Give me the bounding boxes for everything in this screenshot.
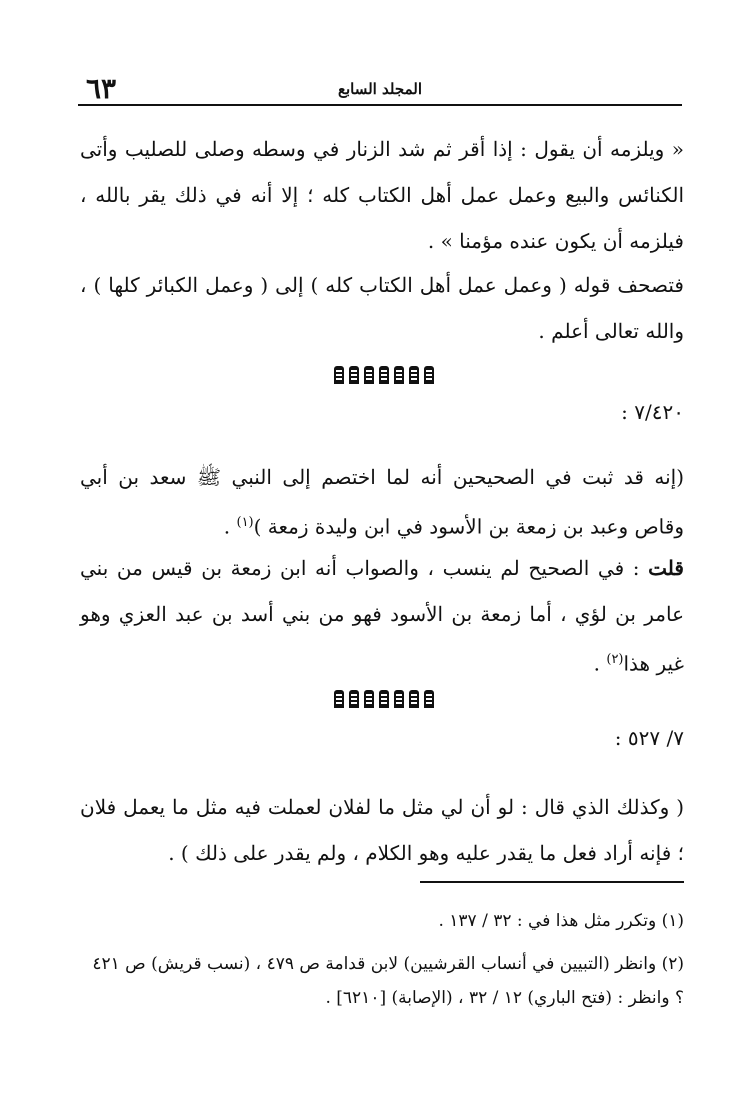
paragraph-hadith — [80, 454, 684, 550]
paragraph-end: . — [593, 651, 607, 676]
separator-glyph — [379, 366, 389, 384]
footnote-ref[interactable]: (١) — [236, 515, 254, 530]
separator-glyph — [349, 366, 359, 384]
separator-glyph — [424, 366, 434, 384]
separator-glyph — [364, 366, 374, 384]
header-rule — [78, 104, 682, 106]
separator-glyph — [424, 690, 434, 708]
separator-glyph — [394, 366, 404, 384]
volume-title: المجلد السابع — [337, 80, 422, 98]
paragraph-quote: « ويلزمه أن يقول : إذا أقر ثم شد الزنار في وسطه وصلى للصليب وأتى الكنائس والبيع وعمل عمل أهل الكتاب كله ؛ إلا أنه في ذلك يقر بالله ، فيلزمه أن يكون عنده مؤمنا » . — [80, 137, 684, 253]
separator-glyph — [379, 690, 389, 708]
paragraph-correction: فتصحف قوله ( وعمل عمل أهل الكتاب كله ) إلى ( وعمل الكبائر كلها ) ، والله تعالى أعلم . — [80, 273, 684, 343]
separator-glyph — [409, 690, 419, 708]
separator-glyph — [364, 690, 374, 708]
reference-label: ٧/ ٥٢٧ : — [614, 726, 684, 750]
reference-label: ٧/٤٢٠ : — [621, 400, 684, 424]
separator-glyph — [349, 690, 359, 708]
paragraph-text: (إنه قد ثبت في الصحيحين أنه لما اختصم إلى النبي ﷺ سعد بن أبي وقاص وعبد بن زمعة بن الأسود في ابن وليدة زمعة ) — [80, 465, 684, 539]
separator-glyph — [334, 366, 344, 384]
section-separator — [334, 366, 434, 386]
section-separator — [334, 690, 434, 710]
paragraph-text: : في الصحيح لم ينسب ، والصواب أنه ابن زمعة بن قيس من بني عامر بن لؤي ، أما زمعة بن الأسود فهو من بني أسد بن عبد العزي وهو غير هذا — [80, 556, 685, 676]
footnote-rule — [420, 881, 684, 883]
separator-glyph — [334, 690, 344, 708]
paragraph-quote: ( وكذلك الذي قال : لو أن لي مثل ما لفلان لعملت فيه مثل ما يعمل فلان ؛ فإنه أراد فعل ما يقدر عليه وهو الكلام ، ولم يقدر على ذلك ) . — [80, 795, 684, 865]
paragraph-comment — [80, 545, 684, 687]
footnote-2: (٢) وانظر (التبيين في أنساب القرشيين) لابن قدامة ص ٤٧٩ ، (نسب قريش) ص ٤٢١ ؟ وانظر : (فتح الباري) ١٢ / ٣٢ ، (الإصابة) [٦٢١٠] . — [92, 954, 684, 1008]
separator-glyph — [409, 366, 419, 384]
page-number: ٦٣ — [86, 72, 117, 105]
qultu-label: قلت — [648, 556, 684, 580]
footnote-1: (١) وتكرر مثل هذا في : ٣٢ / ١٣٧ . — [438, 911, 684, 931]
separator-glyph — [394, 690, 404, 708]
page-header — [78, 70, 682, 106]
footnote-ref[interactable]: (٢) — [606, 652, 624, 667]
paragraph-end: . — [223, 514, 237, 539]
